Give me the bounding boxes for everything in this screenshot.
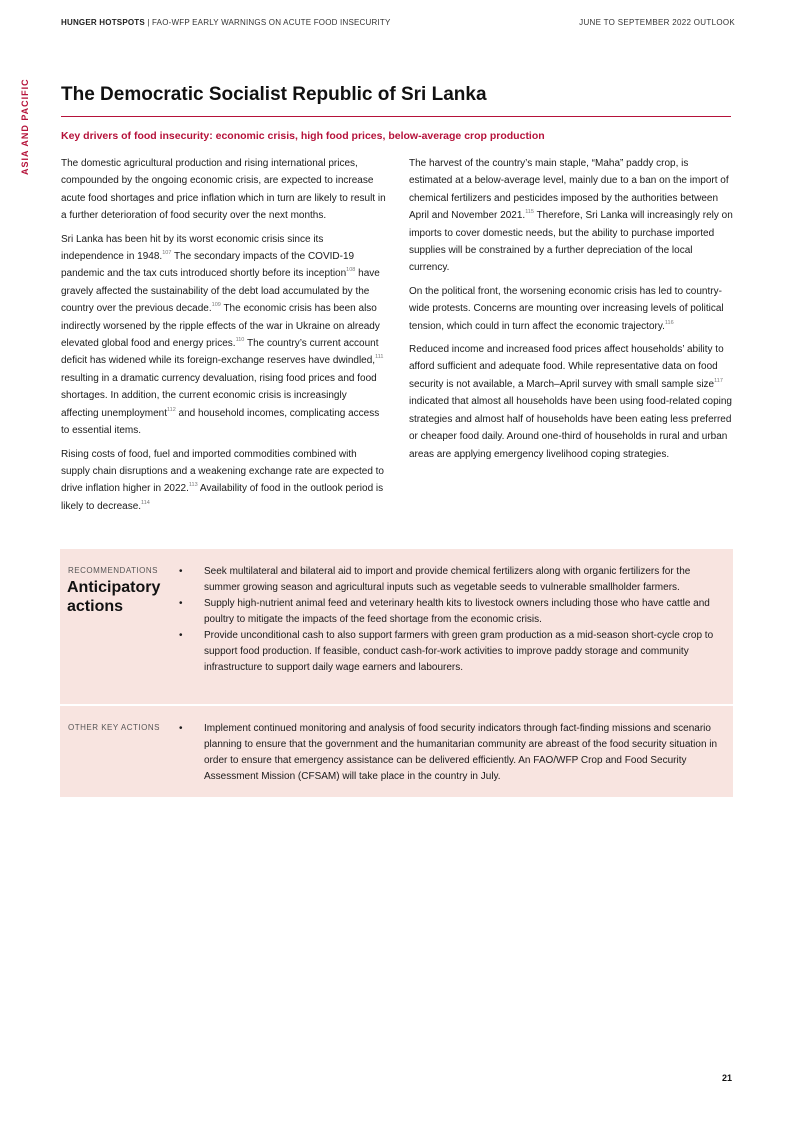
- paragraph: On the political front, the worsening economic crisis has led to country-wide protests. Concerns are mounting over increasing levels of political tension, which could in turn affect the economic trajectory.$^{116}$: [409, 285, 724, 332]
- bullet: •: [179, 566, 183, 577]
- footnote-ref: 107: [162, 250, 172, 257]
- anticipatory-actions-heading: Anticipatory actions: [67, 579, 161, 615]
- page-title: The Democratic Socialist Republic of Sri Lanka: [61, 84, 487, 105]
- running-header: [61, 18, 391, 27]
- footnote-ref: 111: [375, 354, 384, 361]
- recommendations-label: RECOMMENDATIONS: [68, 566, 159, 575]
- footnote-ref: 112: [167, 406, 176, 413]
- paragraph: Sri Lanka has been hit by its worst economic crisis since its independence in 1948.$^{107}$ The secondary impacts of the COVID-19 pandemic and the tax cuts introduced shortly before its inception$^{108}$ have gravely affected the sustainability of the debt load accumulated by the country over the previous decade.$^{109}$ The economic crisis has been also indirectly worsened by the ripple effects of the war in Ukraine on already elevated global food and energy prices.$^{110}$ The country’s current account deficit has widened while its foreign-exchange reserves have dwindled,$^{111}$ resulting in a dramatic currency devaluation, rising food prices and food shortages. In addition, the current economic crisis is increasingly affecting unemployment$^{112}$ and household incomes, complicating access to essential items.: [61, 233, 384, 437]
- recommendations-list: [179, 564, 719, 676]
- bullet: •: [179, 598, 183, 609]
- title-divider: [61, 116, 731, 117]
- recommendations-box: [60, 549, 733, 704]
- other-actions-list: [179, 721, 719, 785]
- header-outlook: JUNE TO SEPTEMBER 2022 OUTLOOK: [579, 18, 735, 27]
- list-item: • Provide unconditional cash to also support farmers with green gram production as a mid-season short-cycle crop to support food production. If feasible, conduct cash-for-work activities to improve paddy storage and community infrastructure to support daily wage earners and labourers.: [179, 630, 714, 673]
- footnote-ref: 113: [188, 482, 198, 489]
- other-actions-box: [60, 706, 733, 797]
- list-item: • Seek multilateral and bilateral aid to import and provide chemical fertilizers along with organic fertilizers for the summer growing season and agricultural inputs such as vegetable seeds to vulnerable smallholder farmers.: [179, 566, 691, 593]
- header-subtitle: FAO-WFP EARLY WARNINGS ON ACUTE FOOD INSECURITY: [152, 18, 391, 27]
- footnote-ref: 109: [211, 302, 221, 309]
- paragraph: The domestic agricultural production and rising international prices, compounded by the ongoing economic crisis, are expected to increase acute food shortages and price inflation which in turn are likely to result in a further deterioration of food security over the next months.: [61, 158, 386, 222]
- page-number: 21: [721, 1073, 732, 1083]
- footnote-ref: 108: [346, 267, 356, 274]
- footnote-ref: 116: [664, 319, 674, 326]
- drivers-heading: Key drivers of food insecurity: economic crisis, high food prices, below-average crop production: [61, 130, 545, 142]
- list-item: • Supply high-nutrient animal feed and veterinary health kits to livestock owners including those who have cattle and poultry to mitigate the impacts of the feed shortage from the economic crisis.: [179, 598, 710, 625]
- paragraph: The harvest of the country’s main staple, “Maha” paddy crop, is estimated at a below-average level, mainly due to a ban on the import of chemical fertilizers and pesticides imposed by the authorities between April and November 2021.$^{115}$ Therefore, Sri Lanka will increasingly rely on imports to cover domestic needs, but the ability to purchase imported supplies will be constrained by a further depreciation of the local currency.: [409, 158, 733, 274]
- right-column: [409, 155, 734, 469]
- footnote-ref: 115: [525, 209, 534, 216]
- footnote-ref: 117: [714, 377, 723, 384]
- left-column: [61, 155, 386, 521]
- header-separator: |: [144, 18, 153, 27]
- bullet: •: [179, 723, 183, 734]
- footnote-ref: 110: [235, 337, 245, 344]
- bullet: •: [179, 630, 183, 641]
- paragraph: Reduced income and increased food prices affect households’ ability to afford sufficient and adequate food. While representative data on food security is not available, a March–April survey with small sample size$^{117}$ indicated that almost all households have been using food-related coping strategies and almost half of households have been eating less preferred or cheaper food daily. Around one-third of households in rural and urban areas are applying emergency livelihood coping strategies.: [409, 344, 732, 460]
- other-actions-label: OTHER KEY ACTIONS: [68, 723, 160, 732]
- paragraph: Rising costs of food, fuel and imported commodities combined with supply chain disruptions and a weakening exchange rate are expected to drive inflation higher in 2022.$^{113}$ Availability of food in the outlook period is likely to decrease.$^{114}$: [61, 448, 384, 512]
- header-brand: HUNGER HOTSPOTS: [61, 18, 145, 27]
- region-side-tab: ASIA AND PACIFIC: [20, 78, 30, 175]
- list-item: • Implement continued monitoring and analysis of food security indicators through fact-finding missions and scenario planning to ensure that the government and the humanitarian community are abreast of the food security situation in order to ensure that emergency assistance can be delivered efficiently. An FAO/WFP Crop and Food Security Assessment Mission (CFSAM) will take place in the country in July.: [179, 723, 718, 782]
- footnote-ref: 114: [141, 499, 150, 506]
